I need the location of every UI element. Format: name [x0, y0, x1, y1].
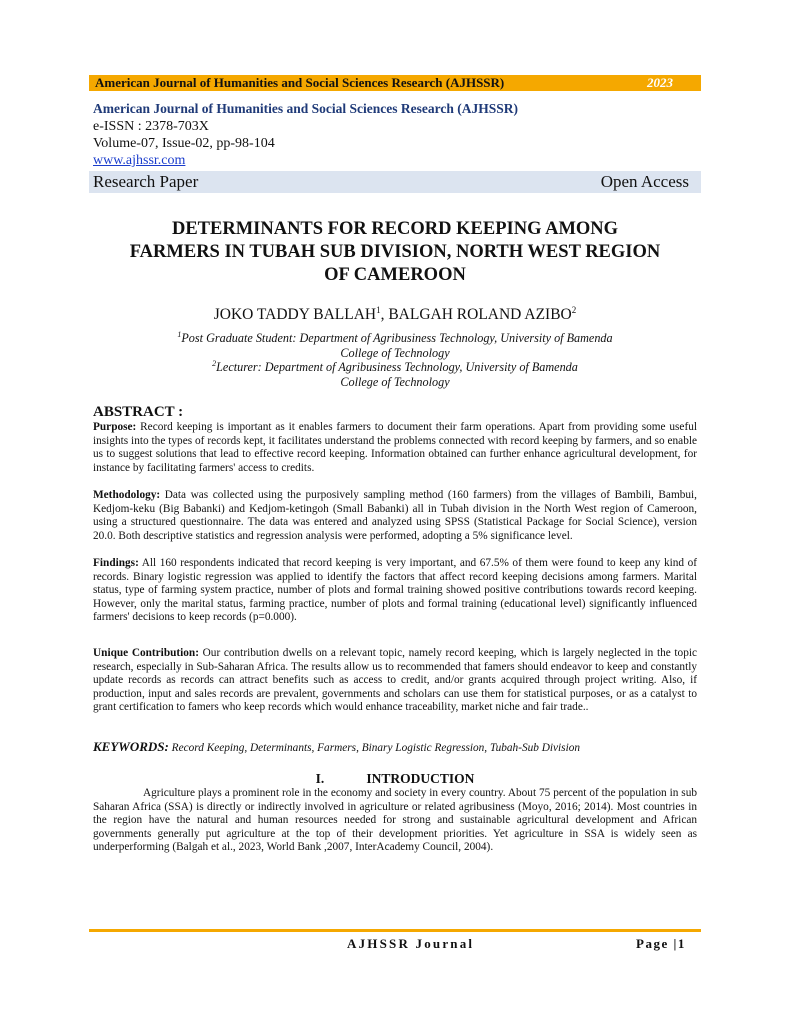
introduction-paragraph: Agriculture plays a prominent role in the economy and society in every country. About 75 percent of the population in sub Saharan Africa (SSA) is directly or indirectly involved in agriculture or related agribusiness (Moyo, 2016; 2014). Most countries in the region have the natural and human resources needed for strong and sustainable agricultural development and African governments generally put agriculture at the top of their development priorities. Yet agriculture in SSA is widely seen as underperforming (Balgah et al., 2023, World Bank ,2007, InterAcademy Council, 2004).: [93, 787, 697, 854]
affiliation-text: Lecturer: Department of Agribusiness Technology, University of Bamenda: [216, 360, 578, 375]
abstract-methodology-text: Data was collected using the purposively sampling method (160 farmers) from the villages of Bambili, Bambui, Kedjom-keku (Big Babanki) and Kedjom-ketingoh (Small Babanki) all in Tubah division in the North West region of Cameroon, using a structured questionnaire. The data was entered and analyzed using SPSS (Statistical Package for Social Science), version 20.0. Both descriptive statistics and regression analysis were performed, adopting a 5% significance level.: [93, 489, 697, 542]
abstract-findings-text: All 160 respondents indicated that record keeping is very important, and 67.5% of them were found to keep any kind of records. Binary logistic regression was applied to identify the factors that affect record keeping decisions among farmers. Marital status, type of farming system practice, number of plots and formal training showed positive contributions towards record keeping. However, only the marital status, farming practice, number of plots and formal training (educational level) significantly influenced farmers' decisions to keep records (p=0.000).: [93, 557, 697, 624]
abstract-findings-label: Findings:: [93, 557, 139, 569]
affiliation-2: [89, 357, 701, 389]
section-number: I.: [315, 771, 325, 786]
abstract-unique-label: Unique Contribution:: [93, 647, 199, 659]
abstract-purpose-label: Purpose:: [93, 421, 137, 433]
access-type: Open Access: [600, 172, 689, 191]
keywords: [93, 739, 701, 755]
author-list: [89, 305, 701, 324]
title-line: OF CAMEROON: [324, 265, 466, 285]
affiliation-text: College of Technology: [340, 345, 450, 360]
article-type: Research Paper: [93, 172, 199, 191]
title-line: DETERMINANTS FOR RECORD KEEPING AMONG: [171, 219, 619, 239]
abstract-purpose-text: Record keeping is important as it enables farmers to document their farm operations. Apart from providing some useful insights into the types of records kept, it facilitates understand the problems connected with record keeping by farmers, and so enable us to suggest solutions that lead to effective record keeping. Information obtained can further enhance agricultural development, for instance by facilitating farmers' access to credits.: [93, 421, 697, 474]
keywords-text: Record Keeping, Determinants, Farmers, Binary Logistic Regression, Tubah-Sub Division: [168, 742, 581, 754]
footer-divider: [89, 929, 701, 932]
footer-page-number: Page |1: [636, 936, 686, 951]
affiliation-text: College of Technology: [340, 374, 450, 389]
abstract-methodology-label: Methodology:: [93, 489, 161, 501]
author-affiliation-mark: 1: [376, 305, 381, 315]
journal-header-bar: [89, 75, 701, 91]
article-type-bar: [89, 171, 701, 193]
issn: e-ISSN : 2378-703X: [93, 119, 209, 134]
author-name: JOKO TADDY BALLAH: [213, 306, 377, 324]
section-heading-introduction: [89, 771, 701, 787]
author-name: BALGAH ROLAND AZIBO: [388, 306, 572, 324]
title-line: FARMERS IN TUBAH SUB DIVISION, NORTH WEST REGION: [129, 242, 661, 262]
footer-journal: AJHSSR Journal: [347, 936, 475, 951]
affiliation-1: [89, 328, 701, 360]
journal-website-link[interactable]: www.ajhssr.com: [93, 153, 186, 168]
affiliation-mark: 1: [177, 330, 182, 339]
affiliation-text: Post Graduate Student: Department of Agribusiness Technology, University of Bamenda: [181, 331, 613, 346]
author-separator: ,: [380, 306, 389, 324]
section-title: INTRODUCTION: [366, 771, 475, 786]
abstract-unique-contribution: [93, 647, 697, 715]
author-affiliation-mark: 2: [571, 305, 577, 315]
keywords-label: KEYWORDS:: [93, 739, 169, 754]
header-journal-name: American Journal of Humanities and Social Sciences Research (AJHSSR): [95, 75, 505, 90]
paper-title: [89, 218, 701, 287]
abstract-unique-text: Our contribution dwells on a relevant topic, namely record keeping, which is largely neglected in the topic research, especially in Sub-Saharan Africa. The results allow us to recommended that famers should endeavor to keep and constantly update records as records can attract benefits such as access to credit, and/or grants acquired through project writing. Also, if production, input and sales records are prevalent, governments and scholars can use them for statistical purposes, or as a catalyst to grant certification to famers who keep records which would enhance traceability, market niche and fair trade..: [93, 647, 697, 714]
volume-issue: Volume-07, Issue-02, pp-98-104: [93, 136, 275, 151]
abstract-purpose: [93, 421, 697, 475]
affiliation-mark: 2: [212, 359, 217, 368]
abstract-heading: ABSTRACT :: [93, 404, 184, 420]
journal-name: American Journal of Humanities and Social Sciences Research (AJHSSR): [93, 101, 518, 116]
abstract-findings: [93, 557, 697, 625]
abstract-methodology: [93, 489, 697, 543]
header-year: 2023: [647, 75, 673, 90]
